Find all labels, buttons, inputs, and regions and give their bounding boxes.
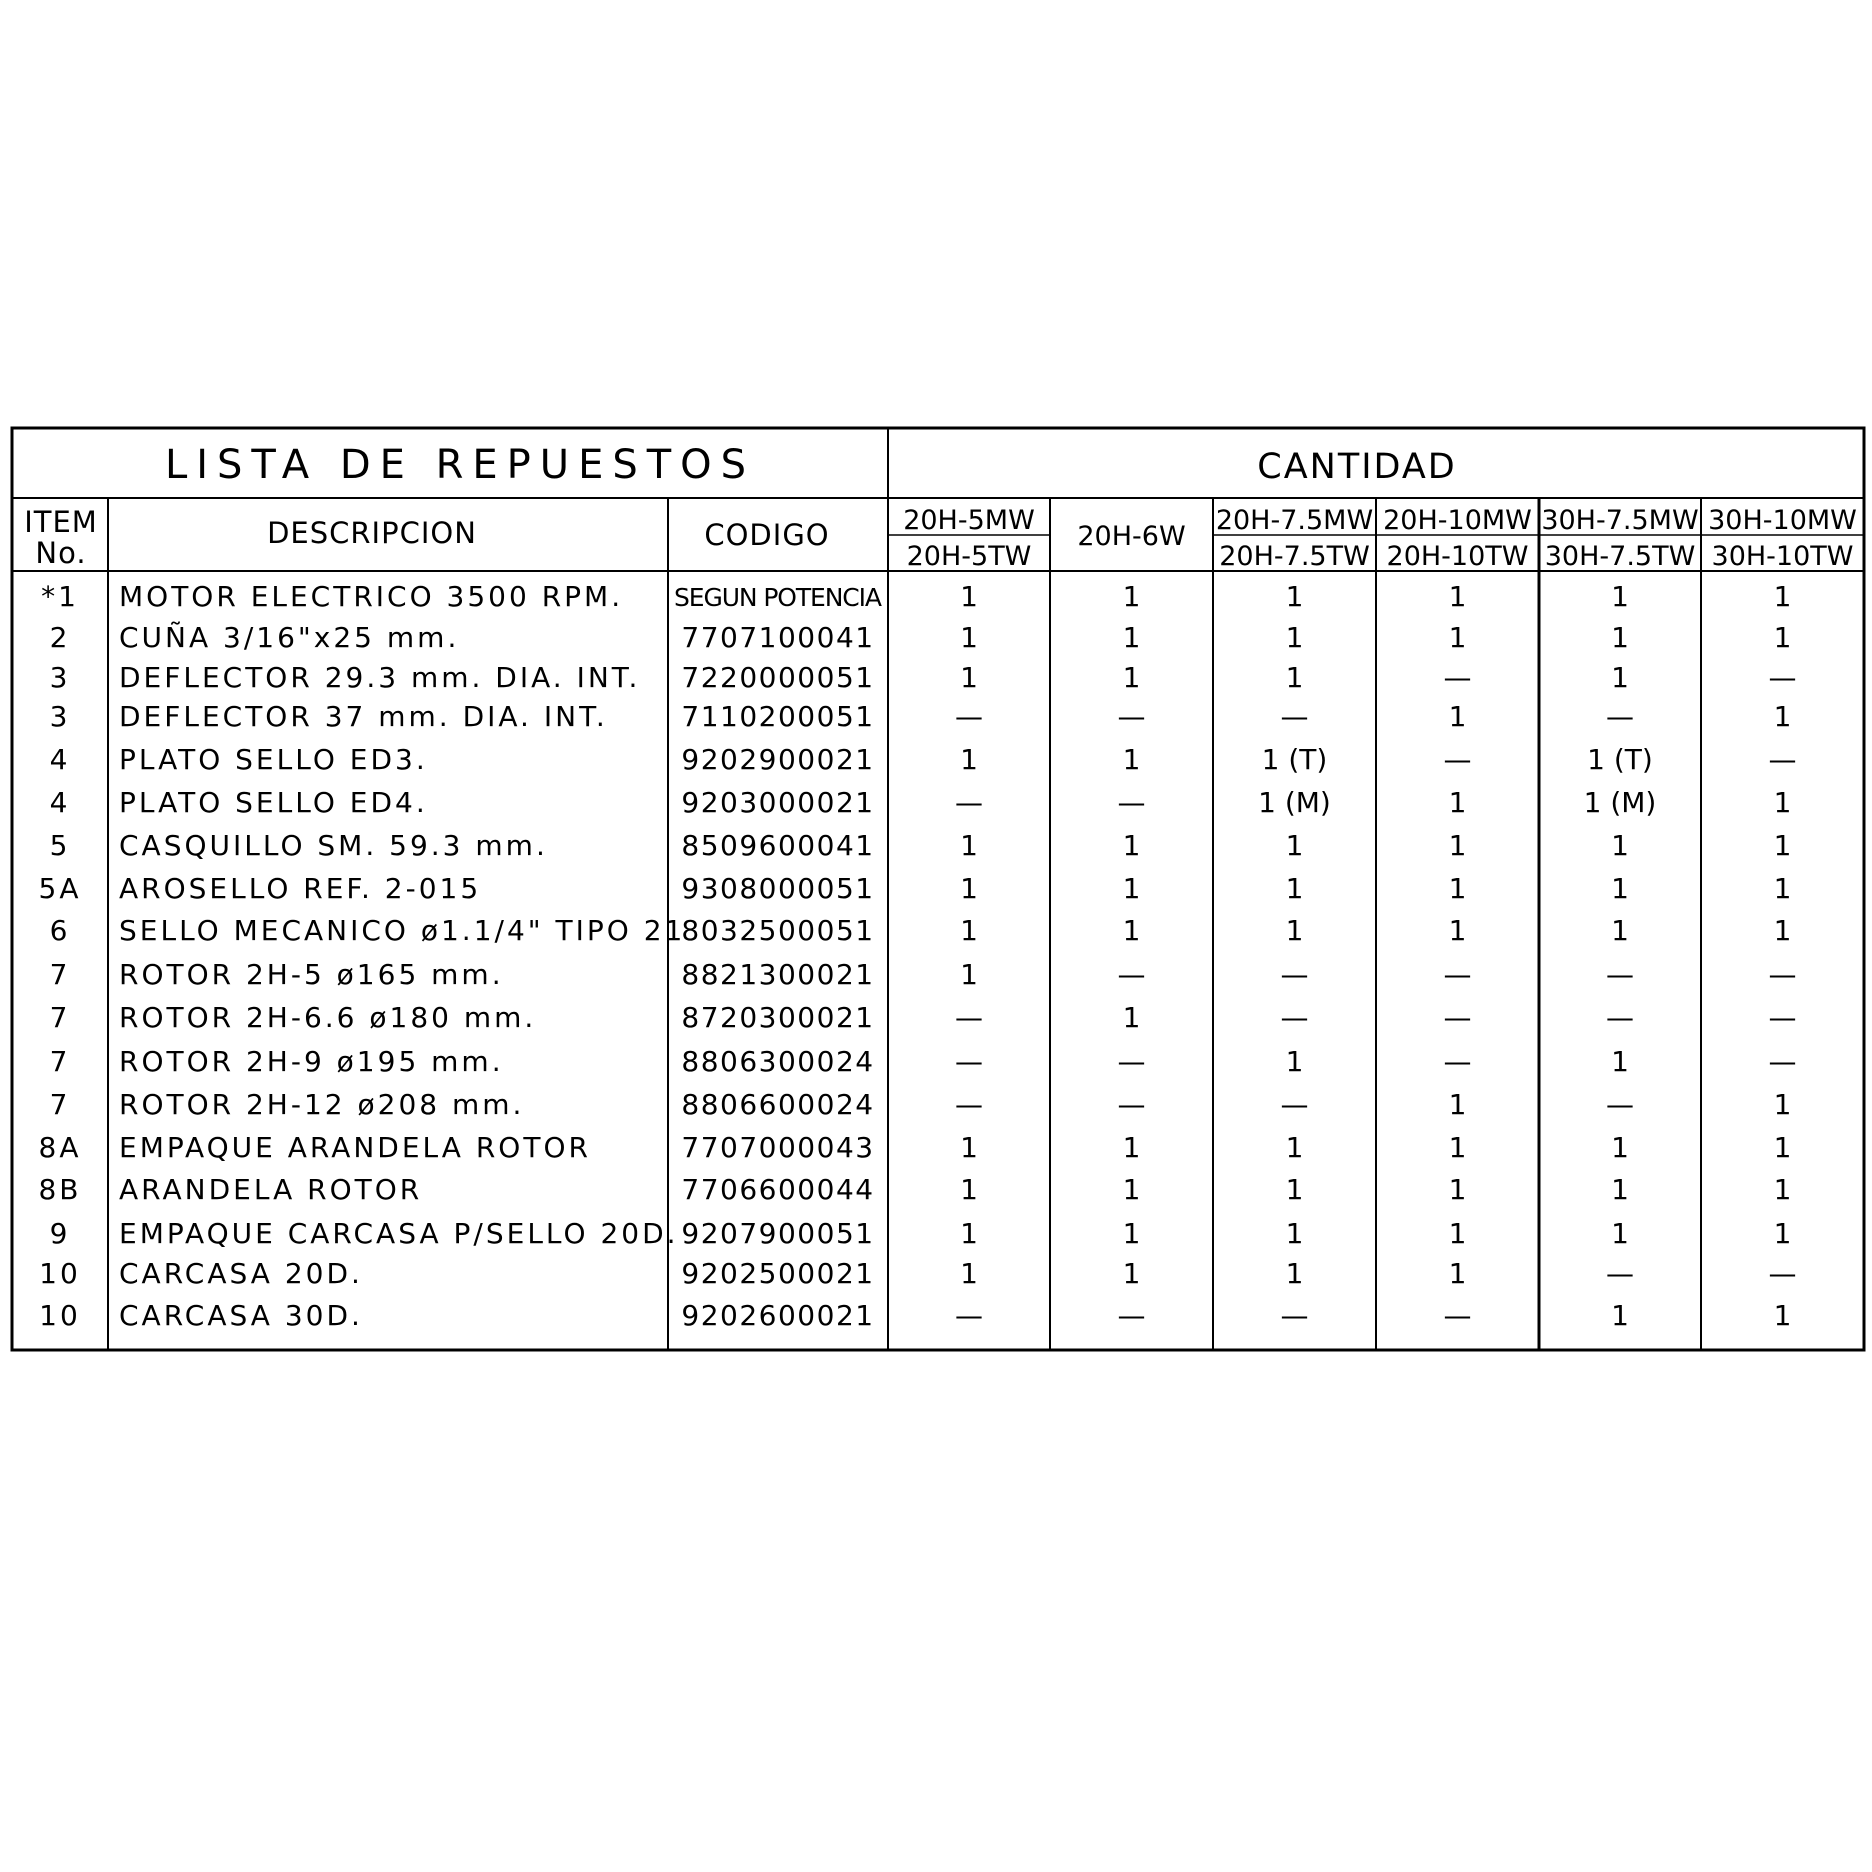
item-code: 9202600021 xyxy=(681,1299,875,1332)
quantity-cell: — xyxy=(1606,958,1634,991)
quantity-cell: 1 xyxy=(1611,872,1629,905)
item-number: 5 xyxy=(49,829,71,862)
quantity-cell: 1 xyxy=(1122,621,1141,654)
code-header: CODIGO xyxy=(704,518,830,552)
quantity-cell: — xyxy=(1117,1045,1146,1078)
quantity-cell: 1 xyxy=(960,661,978,694)
item-number: 5A xyxy=(38,872,82,905)
item-number: *1 xyxy=(41,580,79,613)
quantity-cell: 1 xyxy=(1773,1217,1792,1250)
item-description: MOTOR ELECTRICO 3500 RPM. xyxy=(119,580,624,613)
quantity-cell: 1 xyxy=(1773,1088,1792,1121)
quantity-cell: 1 xyxy=(960,872,978,905)
quantity-cell: 1 xyxy=(960,1173,978,1206)
item-code: 9308000051 xyxy=(681,872,875,905)
item-description: CARCASA 30D. xyxy=(119,1299,363,1332)
item-code: 9207900051 xyxy=(681,1217,875,1250)
quantity-cell: 1 xyxy=(960,1257,978,1290)
table-row xyxy=(50,1088,1792,1121)
quantity-cell: — xyxy=(1768,1045,1797,1078)
item-description: ROTOR 2H-5 ø165 mm. xyxy=(119,958,504,991)
quantity-cell: 1 xyxy=(1285,661,1304,694)
table-row xyxy=(39,1131,1792,1164)
item-description: DEFLECTOR 29.3 mm. DIA. INT. xyxy=(119,661,641,694)
quantity-cell: 1 xyxy=(1611,1217,1629,1250)
quantity-cell: 1 xyxy=(960,958,978,991)
item-description: AROSELLO REF. 2-015 xyxy=(119,872,482,905)
item-number: 7 xyxy=(49,1001,71,1034)
table-row xyxy=(38,1173,1791,1206)
item-number: 8A xyxy=(38,1131,82,1164)
quantity-cell: 1 xyxy=(1773,914,1792,947)
quantity-cell: 1 xyxy=(1448,580,1467,613)
quantity-cell: — xyxy=(1443,743,1472,776)
quantity-cell: — xyxy=(1117,1088,1146,1121)
item-description: CASQUILLO SM. 59.3 mm. xyxy=(119,829,548,862)
quantity-cell: 1 xyxy=(1611,1045,1629,1078)
quantity-cell: 1 (T) xyxy=(1587,743,1653,776)
quantity-cell: 1 (T) xyxy=(1261,743,1328,776)
model-header: 20H-6W xyxy=(1077,521,1186,552)
quantity-cell: — xyxy=(1606,1088,1634,1121)
quantity-cell: 1 xyxy=(1448,1088,1467,1121)
quantity-cell: 1 xyxy=(960,829,978,862)
item-number: 3 xyxy=(49,661,71,694)
quantity-cell: 1 (M) xyxy=(1583,786,1657,819)
quantity-cell: — xyxy=(1768,958,1797,991)
quantity-cell: 1 xyxy=(1285,1131,1304,1164)
item-code: 7110200051 xyxy=(681,700,875,733)
table-row xyxy=(39,872,1792,905)
item-description: ROTOR 2H-9 ø195 mm. xyxy=(119,1045,504,1078)
quantity-cell: 1 xyxy=(960,1131,978,1164)
quantity-cell: 1 xyxy=(1448,786,1467,819)
table-row xyxy=(39,1257,1796,1290)
quantity-cell: 1 xyxy=(960,914,978,947)
quantity-cell: — xyxy=(1280,700,1309,733)
item-number: 4 xyxy=(49,743,71,776)
quantity-cell: 1 xyxy=(1773,872,1792,905)
quantity-cell: 1 xyxy=(1611,580,1629,613)
item-number: 3 xyxy=(49,700,71,733)
model-header-top: 20H-10MW xyxy=(1383,505,1532,536)
table-row xyxy=(39,1299,1791,1332)
table-row xyxy=(50,700,1792,733)
item-code: 7707000043 xyxy=(681,1131,875,1164)
item-code: 7706600044 xyxy=(681,1173,875,1206)
quantity-cell: 1 xyxy=(1611,661,1629,694)
quantity-cell: 1 xyxy=(1448,700,1467,733)
quantity-cell: — xyxy=(1280,1299,1309,1332)
quantity-cell: 1 xyxy=(1611,1299,1629,1332)
item-number: 6 xyxy=(49,914,71,947)
table-row xyxy=(50,1001,1797,1034)
item-description: DEFLECTOR 37 mm. DIA. INT. xyxy=(119,700,608,733)
quantity-cell: — xyxy=(1280,1001,1309,1034)
quantity-cell: — xyxy=(1117,958,1146,991)
quantity-cell: — xyxy=(1768,1257,1797,1290)
item-number: 10 xyxy=(39,1257,81,1290)
quantity-cell: 1 xyxy=(1611,914,1629,947)
quantity-cell: — xyxy=(1606,1001,1634,1034)
quantity-cell: — xyxy=(1280,1088,1309,1121)
quantity-cell: — xyxy=(1443,661,1472,694)
item-number: 8B xyxy=(38,1173,82,1206)
model-header-bottom: 30H-10TW xyxy=(1711,541,1854,572)
table-title: LISTA DE REPUESTOS xyxy=(164,442,756,488)
quantity-cell: — xyxy=(1768,1001,1797,1034)
quantity-cell: — xyxy=(1606,700,1634,733)
table-row xyxy=(50,1217,1792,1250)
quantity-cell: 1 xyxy=(1122,914,1141,947)
quantity-cell: 1 xyxy=(1122,580,1141,613)
item-header-line2: No. xyxy=(35,536,87,570)
quantity-cell: 1 xyxy=(1285,1045,1304,1078)
item-description: EMPAQUE CARCASA P/SELLO 20D. xyxy=(119,1217,679,1250)
item-number: 4 xyxy=(49,786,71,819)
quantity-cell: 1 xyxy=(1611,829,1629,862)
quantity-cell: 1 (M) xyxy=(1258,786,1331,819)
item-code: 8032500051 xyxy=(681,914,875,947)
table-row xyxy=(50,1045,1797,1078)
item-code: 8806600024 xyxy=(681,1088,875,1121)
quantity-cell: — xyxy=(955,786,983,819)
quantity-cell: 1 xyxy=(1122,872,1141,905)
table-row xyxy=(50,958,1797,991)
quantity-cell: — xyxy=(1768,661,1797,694)
model-headers xyxy=(903,505,1857,572)
item-description: PLATO SELLO ED4. xyxy=(119,786,428,819)
table-row xyxy=(50,661,1797,694)
item-description: ROTOR 2H-12 ø208 mm. xyxy=(119,1088,525,1121)
quantity-cell: 1 xyxy=(1285,914,1304,947)
quantity-cell: 1 xyxy=(1773,700,1792,733)
quantity-cell: 1 xyxy=(1122,1257,1141,1290)
quantity-cell: — xyxy=(955,1001,983,1034)
item-code: 8806300024 xyxy=(681,1045,875,1078)
quantity-cell: 1 xyxy=(1122,661,1141,694)
quantity-cell: 1 xyxy=(1285,580,1304,613)
model-header-top: 30H-10MW xyxy=(1708,505,1857,536)
quantity-cell: — xyxy=(955,1045,983,1078)
quantity-cell: 1 xyxy=(1448,914,1467,947)
model-header-bottom: 20H-10TW xyxy=(1386,541,1529,572)
quantity-cell: 1 xyxy=(1122,829,1141,862)
quantity-cell: 1 xyxy=(1611,1131,1629,1164)
model-header-bottom: 20H-5TW xyxy=(906,541,1032,572)
quantity-cell: — xyxy=(955,1088,983,1121)
item-code: 9202900021 xyxy=(681,743,875,776)
quantity-cell: 1 xyxy=(1285,829,1304,862)
quantity-cell: 1 xyxy=(1448,1173,1467,1206)
quantity-cell: 1 xyxy=(1611,1173,1629,1206)
item-number: 7 xyxy=(49,1088,71,1121)
quantity-cell: 1 xyxy=(1773,786,1792,819)
quantity-cell: 1 xyxy=(1773,1299,1792,1332)
item-description: SELLO MECANICO ø1.1/4" TIPO 21 xyxy=(119,914,686,947)
item-description: CARCASA 20D. xyxy=(119,1257,363,1290)
quantity-cell: 1 xyxy=(1122,1001,1141,1034)
quantity-cell: — xyxy=(1280,958,1309,991)
quantity-cell: 1 xyxy=(1773,1131,1792,1164)
quantity-cell: 1 xyxy=(1773,580,1792,613)
quantity-cell: — xyxy=(1117,700,1146,733)
quantity-cell: — xyxy=(1606,1257,1634,1290)
quantity-cell: — xyxy=(1443,1299,1472,1332)
description-header: DESCRIPCION xyxy=(267,516,477,550)
quantity-cell: 1 xyxy=(960,580,978,613)
quantity-cell: — xyxy=(955,700,983,733)
item-description: ROTOR 2H-6.6 ø180 mm. xyxy=(119,1001,537,1034)
quantity-cell: — xyxy=(1768,743,1797,776)
quantity-cell: 1 xyxy=(960,1217,978,1250)
item-number: 10 xyxy=(39,1299,81,1332)
quantity-cell: 1 xyxy=(1122,1217,1141,1250)
table-row xyxy=(50,621,1792,654)
quantity-header: CANTIDAD xyxy=(1257,447,1457,487)
quantity-cell: — xyxy=(1117,786,1146,819)
item-code: 8509600041 xyxy=(681,829,875,862)
model-header-top: 30H-7.5MW xyxy=(1541,505,1699,536)
quantity-cell: 1 xyxy=(1448,1257,1467,1290)
quantity-cell: — xyxy=(1117,1299,1146,1332)
model-header-bottom: 20H-7.5TW xyxy=(1219,541,1370,572)
item-number: 2 xyxy=(49,621,71,654)
table-row xyxy=(50,914,1792,947)
table-row xyxy=(50,743,1797,776)
quantity-cell: 1 xyxy=(960,743,978,776)
quantity-cell: 1 xyxy=(1448,829,1467,862)
quantity-cell: 1 xyxy=(1773,829,1792,862)
quantity-cell: 1 xyxy=(1773,1173,1792,1206)
item-number: 7 xyxy=(49,1045,71,1078)
quantity-cell: 1 xyxy=(1122,1131,1141,1164)
item-description: ARANDELA ROTOR xyxy=(119,1173,423,1206)
item-header-line1: ITEM xyxy=(24,505,98,539)
quantity-cell: 1 xyxy=(1448,872,1467,905)
item-code: 7707100041 xyxy=(681,621,875,654)
quantity-cell: 1 xyxy=(1773,621,1792,654)
item-code: 9202500021 xyxy=(681,1257,875,1290)
model-header-top: 20H-5MW xyxy=(903,505,1035,536)
quantity-cell: — xyxy=(955,1299,983,1332)
item-description: EMPAQUE ARANDELA ROTOR xyxy=(119,1131,591,1164)
item-code: SEGUN POTENCIA xyxy=(674,583,882,612)
quantity-cell: 1 xyxy=(1122,743,1141,776)
item-number: 7 xyxy=(49,958,71,991)
item-code: 9203000021 xyxy=(681,786,875,819)
quantity-cell: 1 xyxy=(1285,872,1304,905)
quantity-cell: 1 xyxy=(1122,1173,1141,1206)
quantity-cell: 1 xyxy=(960,621,978,654)
model-header-top: 20H-7.5MW xyxy=(1215,505,1374,536)
item-code: 8821300021 xyxy=(681,958,875,991)
quantity-cell: 1 xyxy=(1285,1217,1304,1250)
quantity-cell: 1 xyxy=(1448,1217,1467,1250)
table-row xyxy=(50,829,1792,862)
table-row xyxy=(50,786,1792,819)
item-code: 7220000051 xyxy=(681,661,875,694)
quantity-cell: 1 xyxy=(1285,1257,1304,1290)
item-number: 9 xyxy=(49,1217,71,1250)
quantity-cell: 1 xyxy=(1448,621,1467,654)
table-body xyxy=(38,580,1796,1332)
item-code: 8720300021 xyxy=(681,1001,875,1034)
quantity-cell: — xyxy=(1443,1001,1472,1034)
quantity-cell: 1 xyxy=(1448,1131,1467,1164)
item-description: PLATO SELLO ED3. xyxy=(119,743,428,776)
table-row xyxy=(41,580,1791,613)
quantity-cell: — xyxy=(1443,1045,1472,1078)
item-description: CUÑA 3/16"x25 mm. xyxy=(119,621,460,654)
quantity-cell: — xyxy=(1443,958,1472,991)
quantity-cell: 1 xyxy=(1285,621,1304,654)
quantity-cell: 1 xyxy=(1285,1173,1304,1206)
model-header-bottom: 30H-7.5TW xyxy=(1544,541,1696,572)
quantity-cell: 1 xyxy=(1611,621,1629,654)
